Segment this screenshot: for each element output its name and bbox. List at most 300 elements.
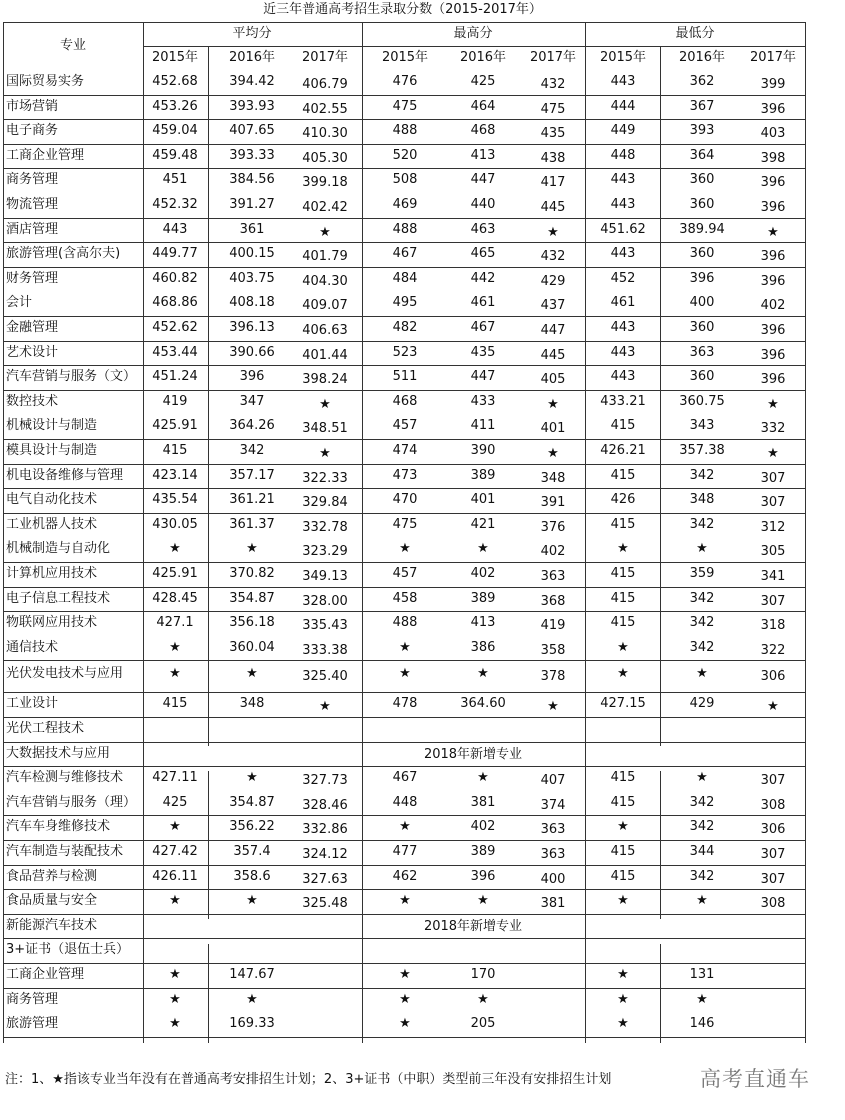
score-cell: 400 bbox=[540, 871, 566, 887]
score-cell: 361.21 bbox=[229, 492, 275, 508]
score-cell: 364.60 bbox=[460, 696, 506, 712]
no-plan-star: ★ bbox=[246, 991, 258, 1007]
score-cell: 463 bbox=[470, 221, 496, 237]
score-cell: 361 bbox=[239, 221, 265, 237]
score-cell: 358 bbox=[540, 642, 566, 658]
score-cell: 307 bbox=[760, 847, 786, 862]
score-cell: 401.79 bbox=[302, 249, 348, 265]
score-cell: 443 bbox=[610, 369, 636, 385]
score-cell: 435.54 bbox=[152, 492, 198, 508]
major-name: 物联网应用技术 bbox=[6, 615, 98, 631]
score-cell: 443 bbox=[162, 221, 188, 237]
no-plan-star: ★ bbox=[319, 699, 331, 715]
no-plan-star: ★ bbox=[169, 893, 181, 909]
major-name: 艺术设计 bbox=[6, 344, 59, 360]
no-plan-star: ★ bbox=[319, 224, 331, 240]
score-cell: 399.18 bbox=[302, 175, 348, 191]
score-cell: 449.77 bbox=[152, 246, 198, 262]
score-cell: 376 bbox=[540, 519, 566, 535]
major-name: 汽车营销与服务（理） bbox=[6, 794, 137, 810]
header-year: 2017年 bbox=[529, 50, 577, 65]
score-cell: 335.43 bbox=[302, 618, 348, 634]
score-cell: 408.18 bbox=[229, 295, 275, 311]
score-cell: 406.79 bbox=[302, 77, 348, 92]
score-cell: 390 bbox=[470, 443, 496, 458]
score-cell: 430.05 bbox=[152, 516, 198, 532]
score-cell: 307 bbox=[760, 593, 786, 609]
merged-note: 2018年新增专业 bbox=[423, 746, 523, 762]
no-plan-star: ★ bbox=[246, 666, 258, 682]
no-plan-star: ★ bbox=[399, 639, 411, 655]
no-plan-star: ★ bbox=[696, 666, 708, 682]
score-cell: 447 bbox=[540, 323, 566, 338]
score-cell: 415 bbox=[610, 868, 636, 884]
score-cell: 393.93 bbox=[229, 98, 275, 114]
score-cell: 451.62 bbox=[600, 221, 646, 237]
score-cell: 464 bbox=[470, 98, 496, 114]
score-cell: 475 bbox=[540, 101, 566, 117]
header-year: 2015年 bbox=[151, 50, 199, 65]
score-cell: 523 bbox=[392, 344, 418, 360]
score-cell: 475 bbox=[392, 516, 418, 532]
no-plan-star: ★ bbox=[547, 446, 559, 461]
score-cell: 433 bbox=[470, 393, 496, 409]
score-cell: 396 bbox=[760, 323, 786, 338]
major-name: 电子商务 bbox=[6, 123, 59, 139]
score-cell: 415 bbox=[610, 590, 636, 606]
major-name: 市场营销 bbox=[6, 98, 59, 114]
score-cell: 393.33 bbox=[229, 147, 275, 163]
score-cell: 427.15 bbox=[600, 696, 646, 712]
score-cell: 477 bbox=[392, 844, 418, 859]
major-name: 物流管理 bbox=[6, 197, 59, 212]
score-cell: 440 bbox=[470, 197, 496, 212]
score-cell: 357.38 bbox=[679, 443, 725, 458]
score-cell: 452.32 bbox=[152, 197, 198, 212]
major-name: 大数据技术与应用 bbox=[6, 745, 111, 761]
score-cell: 363 bbox=[540, 822, 566, 838]
no-plan-star: ★ bbox=[696, 541, 708, 557]
score-cell: 360 bbox=[689, 369, 715, 385]
score-cell: 425 bbox=[162, 794, 188, 810]
score-cell: 443 bbox=[610, 74, 636, 89]
score-cell: 401 bbox=[540, 421, 566, 437]
no-plan-star: ★ bbox=[246, 893, 258, 909]
major-name: 工业机器人技术 bbox=[6, 516, 98, 532]
score-cell: 478 bbox=[392, 696, 418, 712]
header-major: 专业 bbox=[59, 38, 87, 53]
major-name: 计算机应用技术 bbox=[6, 566, 98, 581]
no-plan-star: ★ bbox=[169, 819, 181, 835]
score-cell: 131 bbox=[689, 967, 715, 982]
score-cell: 452.68 bbox=[152, 74, 198, 89]
score-cell: 342 bbox=[689, 819, 715, 835]
score-cell: 453.44 bbox=[152, 344, 198, 360]
no-plan-star: ★ bbox=[169, 991, 181, 1007]
no-plan-star: ★ bbox=[617, 991, 629, 1007]
major-name: 财务管理 bbox=[6, 270, 59, 286]
score-cell: 342 bbox=[689, 467, 715, 483]
score-cell: 444 bbox=[610, 98, 636, 114]
score-cell: 349.13 bbox=[302, 569, 348, 584]
no-plan-star: ★ bbox=[617, 1016, 629, 1032]
score-cell: 459.48 bbox=[152, 147, 198, 163]
major-name: 数控技术 bbox=[6, 393, 59, 409]
score-cell: 332 bbox=[760, 421, 786, 437]
score-cell: 404.30 bbox=[302, 273, 348, 289]
score-cell: 448 bbox=[610, 147, 636, 163]
score-cell: 356.18 bbox=[229, 615, 275, 631]
no-plan-star: ★ bbox=[399, 819, 411, 835]
major-name: 食品质量与安全 bbox=[6, 893, 98, 909]
major-name: 机电设备维修与管理 bbox=[6, 467, 124, 483]
score-cell: 342 bbox=[689, 794, 715, 810]
major-name: 商务管理 bbox=[6, 991, 59, 1007]
major-name: 国际贸易实务 bbox=[6, 74, 85, 89]
column-divider bbox=[208, 46, 209, 746]
score-cell: 348 bbox=[689, 492, 715, 508]
major-name: 汽车车身维修技术 bbox=[6, 819, 111, 835]
score-cell: 426 bbox=[610, 492, 636, 508]
no-plan-star: ★ bbox=[399, 1016, 411, 1032]
column-divider bbox=[208, 944, 209, 1043]
score-cell: 322.33 bbox=[302, 470, 348, 486]
no-plan-star: ★ bbox=[547, 396, 559, 412]
score-cell: 364.26 bbox=[229, 418, 275, 434]
score-cell: 419 bbox=[162, 393, 188, 409]
score-cell: 415 bbox=[610, 844, 636, 859]
header-year: 2016年 bbox=[678, 50, 726, 65]
score-cell: 474 bbox=[392, 443, 418, 458]
score-cell: 329.84 bbox=[302, 495, 348, 511]
score-cell: 511 bbox=[392, 369, 418, 385]
watermark-logo: 高考直通车 bbox=[700, 1067, 810, 1091]
score-cell: 390.66 bbox=[229, 344, 275, 360]
score-cell: 356.22 bbox=[229, 819, 275, 835]
major-name: 机械制造与自动化 bbox=[6, 541, 111, 557]
score-cell: 147.67 bbox=[229, 967, 275, 982]
score-cell: 429 bbox=[689, 696, 715, 712]
score-cell: 409.07 bbox=[302, 298, 348, 314]
score-cell: 342 bbox=[689, 590, 715, 606]
score-cell: 425.91 bbox=[152, 566, 198, 581]
score-cell: 508 bbox=[392, 172, 418, 188]
score-cell: 307 bbox=[760, 470, 786, 486]
score-cell: 362 bbox=[689, 74, 715, 89]
score-cell: 368 bbox=[540, 593, 566, 609]
header-year: 2017年 bbox=[301, 50, 349, 65]
score-cell: 396 bbox=[760, 101, 786, 117]
score-cell: 417 bbox=[540, 175, 566, 191]
score-cell: 360 bbox=[689, 320, 715, 335]
score-cell: 333.38 bbox=[302, 642, 348, 658]
major-name: 旅游管理(含高尔夫) bbox=[6, 246, 121, 262]
no-plan-star: ★ bbox=[477, 541, 489, 557]
score-cell: 360.75 bbox=[679, 393, 725, 409]
no-plan-star: ★ bbox=[617, 893, 629, 909]
score-cell: 484 bbox=[392, 270, 418, 286]
score-cell: 462 bbox=[392, 868, 418, 884]
score-cell: 354.87 bbox=[229, 590, 275, 606]
score-cell: 312 bbox=[760, 519, 786, 535]
score-cell: 447 bbox=[470, 369, 496, 385]
score-cell: 363 bbox=[540, 569, 566, 584]
score-cell: 398 bbox=[760, 150, 786, 166]
no-plan-star: ★ bbox=[399, 893, 411, 909]
score-cell: 305 bbox=[760, 544, 786, 560]
score-cell: 411 bbox=[470, 418, 496, 434]
no-plan-star: ★ bbox=[399, 991, 411, 1007]
score-cell: 443 bbox=[610, 246, 636, 262]
score-cell: 427.1 bbox=[156, 615, 194, 631]
footnote: 注：1、★指该专业当年没有在普通高考安排招生计划；2、3+证书（中职）类型前三年没有安排招生计划 bbox=[5, 1072, 612, 1087]
score-cell: 423.14 bbox=[152, 467, 198, 483]
score-cell: 403 bbox=[760, 126, 786, 142]
score-cell: 328.46 bbox=[302, 797, 348, 813]
score-cell: 399 bbox=[760, 77, 786, 92]
score-cell: 343 bbox=[689, 418, 715, 434]
score-cell: 402 bbox=[760, 298, 786, 314]
score-cell: 467 bbox=[470, 320, 496, 335]
score-cell: 327.73 bbox=[302, 773, 348, 789]
score-cell: 449 bbox=[610, 123, 636, 139]
major-name: 会计 bbox=[6, 295, 33, 311]
no-plan-star: ★ bbox=[399, 967, 411, 982]
score-cell: 460.82 bbox=[152, 270, 198, 286]
score-cell: 402.55 bbox=[302, 101, 348, 117]
score-cell: 357.4 bbox=[233, 844, 271, 859]
header-group: 平均分 bbox=[232, 26, 272, 41]
score-cell: 426.11 bbox=[152, 868, 198, 884]
score-cell: 405 bbox=[540, 372, 566, 388]
row-divider bbox=[3, 1037, 805, 1038]
no-plan-star: ★ bbox=[767, 699, 779, 715]
score-cell: 428.45 bbox=[152, 590, 198, 606]
score-cell: 425.91 bbox=[152, 418, 198, 434]
header-group: 最高分 bbox=[453, 26, 493, 41]
score-cell: 432 bbox=[540, 77, 566, 92]
score-cell: 406.63 bbox=[302, 323, 348, 338]
score-cell: 306 bbox=[760, 822, 786, 838]
score-cell: 307 bbox=[760, 773, 786, 789]
score-cell: 307 bbox=[760, 871, 786, 887]
score-cell: 344 bbox=[689, 844, 715, 859]
score-cell: 451 bbox=[162, 172, 188, 188]
major-name: 电气自动化技术 bbox=[6, 492, 98, 508]
score-cell: 458 bbox=[392, 590, 418, 606]
no-plan-star: ★ bbox=[696, 893, 708, 909]
score-cell: 396 bbox=[239, 369, 265, 385]
score-cell: 415 bbox=[162, 443, 188, 458]
score-cell: 433.21 bbox=[600, 393, 646, 409]
score-cell: 322 bbox=[760, 642, 786, 658]
major-name: 汽车检测与维修技术 bbox=[6, 770, 124, 786]
no-plan-star: ★ bbox=[477, 770, 489, 786]
score-cell: 457 bbox=[392, 566, 418, 581]
score-cell: 325.48 bbox=[302, 896, 348, 912]
major-name: 光伏工程技术 bbox=[6, 721, 85, 736]
no-plan-star: ★ bbox=[169, 541, 181, 557]
score-cell: 435 bbox=[540, 126, 566, 142]
major-name: 汽车制造与装配技术 bbox=[6, 844, 124, 859]
row-divider bbox=[3, 660, 805, 661]
score-cell: 359 bbox=[689, 566, 715, 581]
score-cell: 323.29 bbox=[302, 544, 348, 560]
score-cell: 370.82 bbox=[229, 566, 275, 581]
score-cell: 461 bbox=[470, 295, 496, 311]
score-cell: 396 bbox=[760, 175, 786, 191]
no-plan-star: ★ bbox=[767, 224, 779, 240]
score-cell: 429 bbox=[540, 273, 566, 289]
score-cell: 451.24 bbox=[152, 369, 198, 385]
score-cell: 405.30 bbox=[302, 150, 348, 166]
score-cell: 342 bbox=[689, 615, 715, 631]
no-plan-star: ★ bbox=[477, 666, 489, 682]
score-cell: 360 bbox=[689, 172, 715, 188]
score-cell: 442 bbox=[470, 270, 496, 286]
no-plan-star: ★ bbox=[246, 541, 258, 557]
score-cell: 415 bbox=[610, 418, 636, 434]
score-cell: 415 bbox=[610, 615, 636, 631]
score-cell: 415 bbox=[610, 566, 636, 581]
score-cell: 410.30 bbox=[302, 126, 348, 142]
score-cell: 443 bbox=[610, 320, 636, 335]
score-cell: 467 bbox=[392, 770, 418, 786]
major-name: 电子信息工程技术 bbox=[6, 590, 111, 606]
score-cell: 396 bbox=[760, 200, 786, 215]
score-cell: 332.86 bbox=[302, 822, 348, 838]
score-cell: 468 bbox=[470, 123, 496, 139]
score-cell: 413 bbox=[470, 147, 496, 163]
row-divider bbox=[3, 914, 805, 915]
score-cell: 452 bbox=[610, 270, 636, 286]
score-cell: 402 bbox=[470, 819, 496, 835]
score-cell: 488 bbox=[392, 615, 418, 631]
major-name: 光伏发电技术与应用 bbox=[6, 666, 124, 682]
score-cell: 389 bbox=[470, 590, 496, 606]
score-cell: 415 bbox=[610, 770, 636, 786]
header-year: 2016年 bbox=[459, 50, 507, 65]
score-cell: 415 bbox=[610, 467, 636, 483]
score-cell: 407.65 bbox=[229, 123, 275, 139]
score-cell: 488 bbox=[392, 221, 418, 237]
score-cell: 391 bbox=[540, 495, 566, 511]
major-name: 3+证书（退伍士兵） bbox=[6, 942, 130, 958]
score-cell: 415 bbox=[610, 794, 636, 810]
score-cell: 308 bbox=[760, 896, 786, 912]
score-cell: 396 bbox=[760, 347, 786, 363]
score-cell: 400.15 bbox=[229, 246, 275, 262]
no-plan-star: ★ bbox=[617, 666, 629, 682]
major-name: 酒店管理 bbox=[6, 221, 59, 237]
header-group: 最低分 bbox=[675, 26, 715, 41]
score-cell: 452.62 bbox=[152, 320, 198, 335]
column-divider bbox=[805, 22, 806, 1043]
major-name: 通信技术 bbox=[6, 639, 59, 655]
score-cell: 391.27 bbox=[229, 197, 275, 212]
score-cell: 415 bbox=[162, 696, 188, 712]
score-cell: 470 bbox=[392, 492, 418, 508]
score-cell: 415 bbox=[610, 516, 636, 532]
score-cell: 468.86 bbox=[152, 295, 198, 311]
score-cell: 308 bbox=[760, 797, 786, 813]
score-cell: 363 bbox=[540, 847, 566, 862]
score-cell: 432 bbox=[540, 249, 566, 265]
score-cell: 401 bbox=[470, 492, 496, 508]
score-cell: 475 bbox=[392, 98, 418, 114]
score-cell: 389 bbox=[470, 844, 496, 859]
score-cell: 347 bbox=[239, 393, 265, 409]
score-cell: 389.94 bbox=[679, 221, 725, 237]
major-name: 汽车营销与服务（文） bbox=[6, 369, 137, 385]
score-cell: 453.26 bbox=[152, 98, 198, 114]
major-name: 食品营养与检测 bbox=[6, 868, 98, 884]
score-cell: 396 bbox=[760, 249, 786, 265]
score-cell: 328.00 bbox=[302, 593, 348, 609]
score-cell: 394.42 bbox=[229, 74, 275, 89]
score-cell: 360.04 bbox=[229, 639, 275, 655]
score-cell: 468 bbox=[392, 393, 418, 409]
major-name: 旅游管理 bbox=[6, 1016, 59, 1032]
score-cell: 476 bbox=[392, 74, 418, 89]
score-cell: 447 bbox=[470, 172, 496, 188]
score-cell: 364 bbox=[689, 147, 715, 163]
score-cell: 465 bbox=[470, 246, 496, 262]
column-divider bbox=[660, 46, 661, 746]
score-cell: 402 bbox=[540, 544, 566, 560]
score-cell: 389 bbox=[470, 467, 496, 483]
score-cell: 332.78 bbox=[302, 519, 348, 535]
score-cell: 324.12 bbox=[302, 847, 348, 862]
score-cell: 378 bbox=[540, 669, 566, 685]
score-cell: 435 bbox=[470, 344, 496, 360]
no-plan-star: ★ bbox=[696, 991, 708, 1007]
score-cell: 374 bbox=[540, 797, 566, 813]
score-cell: 363 bbox=[689, 344, 715, 360]
header-year: 2015年 bbox=[599, 50, 647, 65]
no-plan-star: ★ bbox=[319, 396, 331, 412]
header-year: 2016年 bbox=[228, 50, 276, 65]
no-plan-star: ★ bbox=[169, 666, 181, 682]
score-cell: 327.63 bbox=[302, 871, 348, 887]
score-cell: 361.37 bbox=[229, 516, 275, 532]
score-cell: 457 bbox=[392, 418, 418, 434]
score-cell: 396.13 bbox=[229, 320, 275, 335]
score-cell: 482 bbox=[392, 320, 418, 335]
score-cell: 403.75 bbox=[229, 270, 275, 286]
no-plan-star: ★ bbox=[617, 639, 629, 655]
score-cell: 402.42 bbox=[302, 200, 348, 215]
score-cell: 473 bbox=[392, 467, 418, 483]
score-cell: 396 bbox=[760, 372, 786, 388]
score-cell: 348 bbox=[239, 696, 265, 712]
header-year: 2017年 bbox=[749, 50, 797, 65]
score-cell: 443 bbox=[610, 197, 636, 212]
major-name: 工商企业管理 bbox=[6, 147, 85, 163]
no-plan-star: ★ bbox=[169, 1016, 181, 1032]
no-plan-star: ★ bbox=[617, 541, 629, 557]
score-cell: 318 bbox=[760, 618, 786, 634]
no-plan-star: ★ bbox=[617, 819, 629, 835]
score-cell: 146 bbox=[689, 1016, 715, 1032]
score-cell: 426.21 bbox=[600, 443, 646, 458]
score-cell: 384.56 bbox=[229, 172, 275, 188]
score-cell: 348 bbox=[540, 470, 566, 486]
no-plan-star: ★ bbox=[246, 770, 258, 786]
score-cell: 170 bbox=[470, 967, 496, 982]
score-cell: 342 bbox=[239, 443, 265, 458]
score-cell: 360 bbox=[689, 197, 715, 212]
